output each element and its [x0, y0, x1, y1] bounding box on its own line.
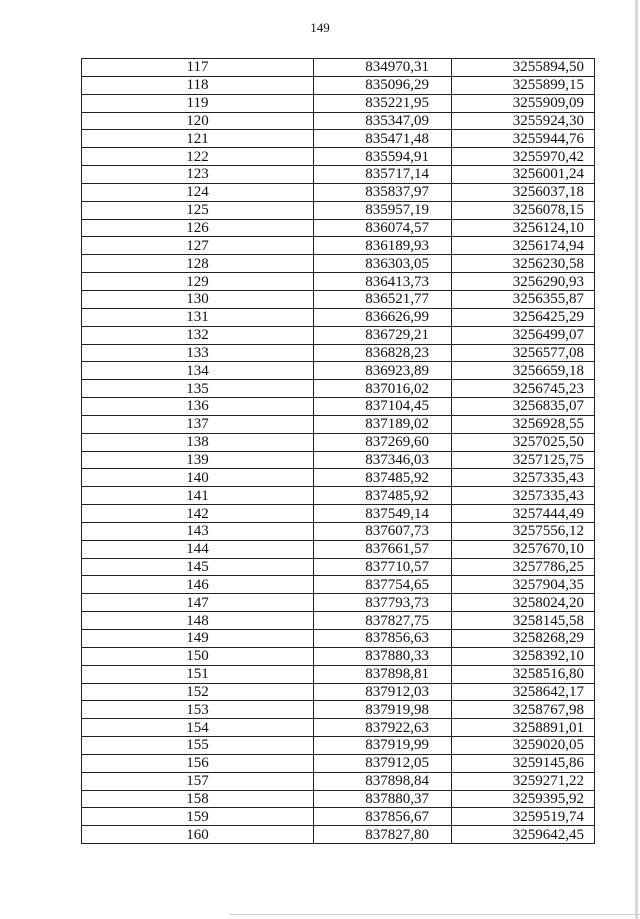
table-row	[82, 701, 595, 719]
y-coordinate-cell: 3259395,92	[452, 790, 595, 808]
table-row	[82, 451, 595, 469]
x-coordinate-cell: 837710,57	[314, 558, 452, 576]
x-coordinate-cell: 837919,98	[314, 701, 452, 719]
point-number-cell: 141	[82, 487, 314, 505]
y-coordinate-cell: 3258891,01	[452, 719, 595, 737]
y-coordinate-cell: 3256659,18	[452, 362, 595, 380]
table-row	[82, 326, 595, 344]
table-row	[82, 469, 595, 487]
table-row	[82, 273, 595, 291]
table-row	[82, 415, 595, 433]
table-row	[82, 308, 595, 326]
y-coordinate-cell: 3257444,49	[452, 505, 595, 523]
x-coordinate-cell: 836074,57	[314, 219, 452, 237]
x-coordinate-cell: 836521,77	[314, 290, 452, 308]
x-coordinate-cell: 835221,95	[314, 94, 452, 112]
point-number-cell: 129	[82, 273, 314, 291]
x-coordinate-cell: 837661,57	[314, 540, 452, 558]
x-coordinate-cell: 836828,23	[314, 344, 452, 362]
table-row	[82, 76, 595, 94]
y-coordinate-cell: 3259642,45	[452, 826, 595, 844]
y-coordinate-cell: 3258642,17	[452, 683, 595, 701]
point-number-cell: 117	[82, 59, 314, 77]
x-coordinate-cell: 835837,97	[314, 183, 452, 201]
y-coordinate-cell: 3257025,50	[452, 433, 595, 451]
point-number-cell: 127	[82, 237, 314, 255]
scan-edge-bottom	[230, 914, 640, 915]
point-number-cell: 137	[82, 415, 314, 433]
x-coordinate-cell: 837104,45	[314, 398, 452, 416]
x-coordinate-cell: 837346,03	[314, 451, 452, 469]
y-coordinate-cell: 3257335,43	[452, 469, 595, 487]
table-row	[82, 647, 595, 665]
x-coordinate-cell: 837912,03	[314, 683, 452, 701]
table-row	[82, 290, 595, 308]
y-coordinate-cell: 3256499,07	[452, 326, 595, 344]
x-coordinate-cell: 837898,84	[314, 772, 452, 790]
table-row	[82, 790, 595, 808]
scan-edge-right	[635, 0, 638, 919]
x-coordinate-cell: 837607,73	[314, 522, 452, 540]
point-number-cell: 124	[82, 183, 314, 201]
point-number-cell: 160	[82, 826, 314, 844]
x-coordinate-cell: 835957,19	[314, 201, 452, 219]
table-row	[82, 183, 595, 201]
x-coordinate-cell: 835717,14	[314, 166, 452, 184]
y-coordinate-cell: 3258516,80	[452, 665, 595, 683]
point-number-cell: 156	[82, 754, 314, 772]
x-coordinate-cell: 837016,02	[314, 380, 452, 398]
point-number-cell: 153	[82, 701, 314, 719]
point-number-cell: 136	[82, 398, 314, 416]
table-row	[82, 630, 595, 648]
x-coordinate-cell: 837793,73	[314, 594, 452, 612]
x-coordinate-cell: 837856,67	[314, 808, 452, 826]
x-coordinate-cell: 837827,80	[314, 826, 452, 844]
y-coordinate-cell: 3255909,09	[452, 94, 595, 112]
page-number: 149	[310, 20, 330, 35]
y-coordinate-cell: 3258767,98	[452, 701, 595, 719]
point-number-cell: 152	[82, 683, 314, 701]
y-coordinate-cell: 3255924,30	[452, 112, 595, 130]
point-number-cell: 159	[82, 808, 314, 826]
y-coordinate-cell: 3259020,05	[452, 737, 595, 755]
point-number-cell: 131	[82, 308, 314, 326]
x-coordinate-cell: 837754,65	[314, 576, 452, 594]
y-coordinate-cell: 3256577,08	[452, 344, 595, 362]
x-coordinate-cell: 837269,60	[314, 433, 452, 451]
table-row	[82, 737, 595, 755]
y-coordinate-cell: 3256078,15	[452, 201, 595, 219]
table-row	[82, 612, 595, 630]
table-row	[82, 166, 595, 184]
y-coordinate-cell: 3256290,93	[452, 273, 595, 291]
point-number-cell: 122	[82, 148, 314, 166]
x-coordinate-cell: 837912,05	[314, 754, 452, 772]
table-row	[82, 255, 595, 273]
coordinates-table-body	[82, 59, 595, 844]
table-row	[82, 219, 595, 237]
point-number-cell: 158	[82, 790, 314, 808]
point-number-cell: 135	[82, 380, 314, 398]
point-number-cell: 130	[82, 290, 314, 308]
table-row	[82, 362, 595, 380]
x-coordinate-cell: 836303,05	[314, 255, 452, 273]
point-number-cell: 151	[82, 665, 314, 683]
y-coordinate-cell: 3258268,29	[452, 630, 595, 648]
table-row	[82, 808, 595, 826]
y-coordinate-cell: 3257670,10	[452, 540, 595, 558]
y-coordinate-cell: 3255894,50	[452, 59, 595, 77]
table-row	[82, 540, 595, 558]
x-coordinate-cell: 836413,73	[314, 273, 452, 291]
point-number-cell: 120	[82, 112, 314, 130]
point-number-cell: 154	[82, 719, 314, 737]
table-row	[82, 505, 595, 523]
x-coordinate-cell: 837827,75	[314, 612, 452, 630]
x-coordinate-cell: 835347,09	[314, 112, 452, 130]
table-row	[82, 130, 595, 148]
point-number-cell: 121	[82, 130, 314, 148]
point-number-cell: 149	[82, 630, 314, 648]
x-coordinate-cell: 837549,14	[314, 505, 452, 523]
point-number-cell: 147	[82, 594, 314, 612]
table-row	[82, 772, 595, 790]
table-row	[82, 754, 595, 772]
x-coordinate-cell: 835471,48	[314, 130, 452, 148]
x-coordinate-cell: 837880,33	[314, 647, 452, 665]
point-number-cell: 146	[82, 576, 314, 594]
point-number-cell: 132	[82, 326, 314, 344]
table-row	[82, 522, 595, 540]
y-coordinate-cell: 3259145,86	[452, 754, 595, 772]
point-number-cell: 138	[82, 433, 314, 451]
table-row	[82, 148, 595, 166]
point-number-cell: 148	[82, 612, 314, 630]
x-coordinate-cell: 836923,89	[314, 362, 452, 380]
point-number-cell: 150	[82, 647, 314, 665]
x-coordinate-cell: 835096,29	[314, 76, 452, 94]
table-row	[82, 665, 595, 683]
y-coordinate-cell: 3255944,76	[452, 130, 595, 148]
point-number-cell: 128	[82, 255, 314, 273]
x-coordinate-cell: 837919,99	[314, 737, 452, 755]
y-coordinate-cell: 3256425,29	[452, 308, 595, 326]
x-coordinate-cell: 837485,92	[314, 469, 452, 487]
x-coordinate-cell: 836626,99	[314, 308, 452, 326]
x-coordinate-cell: 836189,93	[314, 237, 452, 255]
point-number-cell: 119	[82, 94, 314, 112]
x-coordinate-cell: 836729,21	[314, 326, 452, 344]
table-row	[82, 594, 595, 612]
point-number-cell: 125	[82, 201, 314, 219]
table-row	[82, 719, 595, 737]
point-number-cell: 144	[82, 540, 314, 558]
table-row	[82, 344, 595, 362]
table-row	[82, 380, 595, 398]
table-row	[82, 683, 595, 701]
y-coordinate-cell: 3256124,10	[452, 219, 595, 237]
y-coordinate-cell: 3256230,58	[452, 255, 595, 273]
point-number-cell: 133	[82, 344, 314, 362]
y-coordinate-cell: 3257786,25	[452, 558, 595, 576]
y-coordinate-cell: 3256355,87	[452, 290, 595, 308]
x-coordinate-cell: 837898,81	[314, 665, 452, 683]
point-number-cell: 140	[82, 469, 314, 487]
table-row	[82, 112, 595, 130]
y-coordinate-cell: 3258024,20	[452, 594, 595, 612]
table-row	[82, 94, 595, 112]
y-coordinate-cell: 3257904,35	[452, 576, 595, 594]
table-row	[82, 826, 595, 844]
point-number-cell: 155	[82, 737, 314, 755]
y-coordinate-cell: 3259271,22	[452, 772, 595, 790]
point-number-cell: 118	[82, 76, 314, 94]
table-row	[82, 59, 595, 77]
x-coordinate-cell: 837189,02	[314, 415, 452, 433]
y-coordinate-cell: 3258392,10	[452, 647, 595, 665]
y-coordinate-cell: 3257125,75	[452, 451, 595, 469]
point-number-cell: 134	[82, 362, 314, 380]
x-coordinate-cell: 837922,63	[314, 719, 452, 737]
point-number-cell: 157	[82, 772, 314, 790]
table-row	[82, 237, 595, 255]
y-coordinate-cell: 3256835,07	[452, 398, 595, 416]
x-coordinate-cell: 834970,31	[314, 59, 452, 77]
table-row	[82, 433, 595, 451]
y-coordinate-cell: 3256928,55	[452, 415, 595, 433]
y-coordinate-cell: 3256745,23	[452, 380, 595, 398]
point-number-cell: 142	[82, 505, 314, 523]
point-number-cell: 126	[82, 219, 314, 237]
y-coordinate-cell: 3255899,15	[452, 76, 595, 94]
y-coordinate-cell: 3256037,18	[452, 183, 595, 201]
y-coordinate-cell: 3259519,74	[452, 808, 595, 826]
y-coordinate-cell: 3258145,58	[452, 612, 595, 630]
x-coordinate-cell: 835594,91	[314, 148, 452, 166]
table-row	[82, 558, 595, 576]
point-number-cell: 139	[82, 451, 314, 469]
y-coordinate-cell: 3255970,42	[452, 148, 595, 166]
table-row	[82, 576, 595, 594]
y-coordinate-cell: 3256174,94	[452, 237, 595, 255]
table-row	[82, 487, 595, 505]
x-coordinate-cell: 837880,37	[314, 790, 452, 808]
point-number-cell: 123	[82, 166, 314, 184]
point-number-cell: 145	[82, 558, 314, 576]
coordinates-table	[81, 58, 595, 844]
point-number-cell: 143	[82, 522, 314, 540]
x-coordinate-cell: 837856,63	[314, 630, 452, 648]
table-row	[82, 201, 595, 219]
y-coordinate-cell: 3257556,12	[452, 522, 595, 540]
x-coordinate-cell: 837485,92	[314, 487, 452, 505]
y-coordinate-cell: 3257335,43	[452, 487, 595, 505]
y-coordinate-cell: 3256001,24	[452, 166, 595, 184]
table-row	[82, 398, 595, 416]
